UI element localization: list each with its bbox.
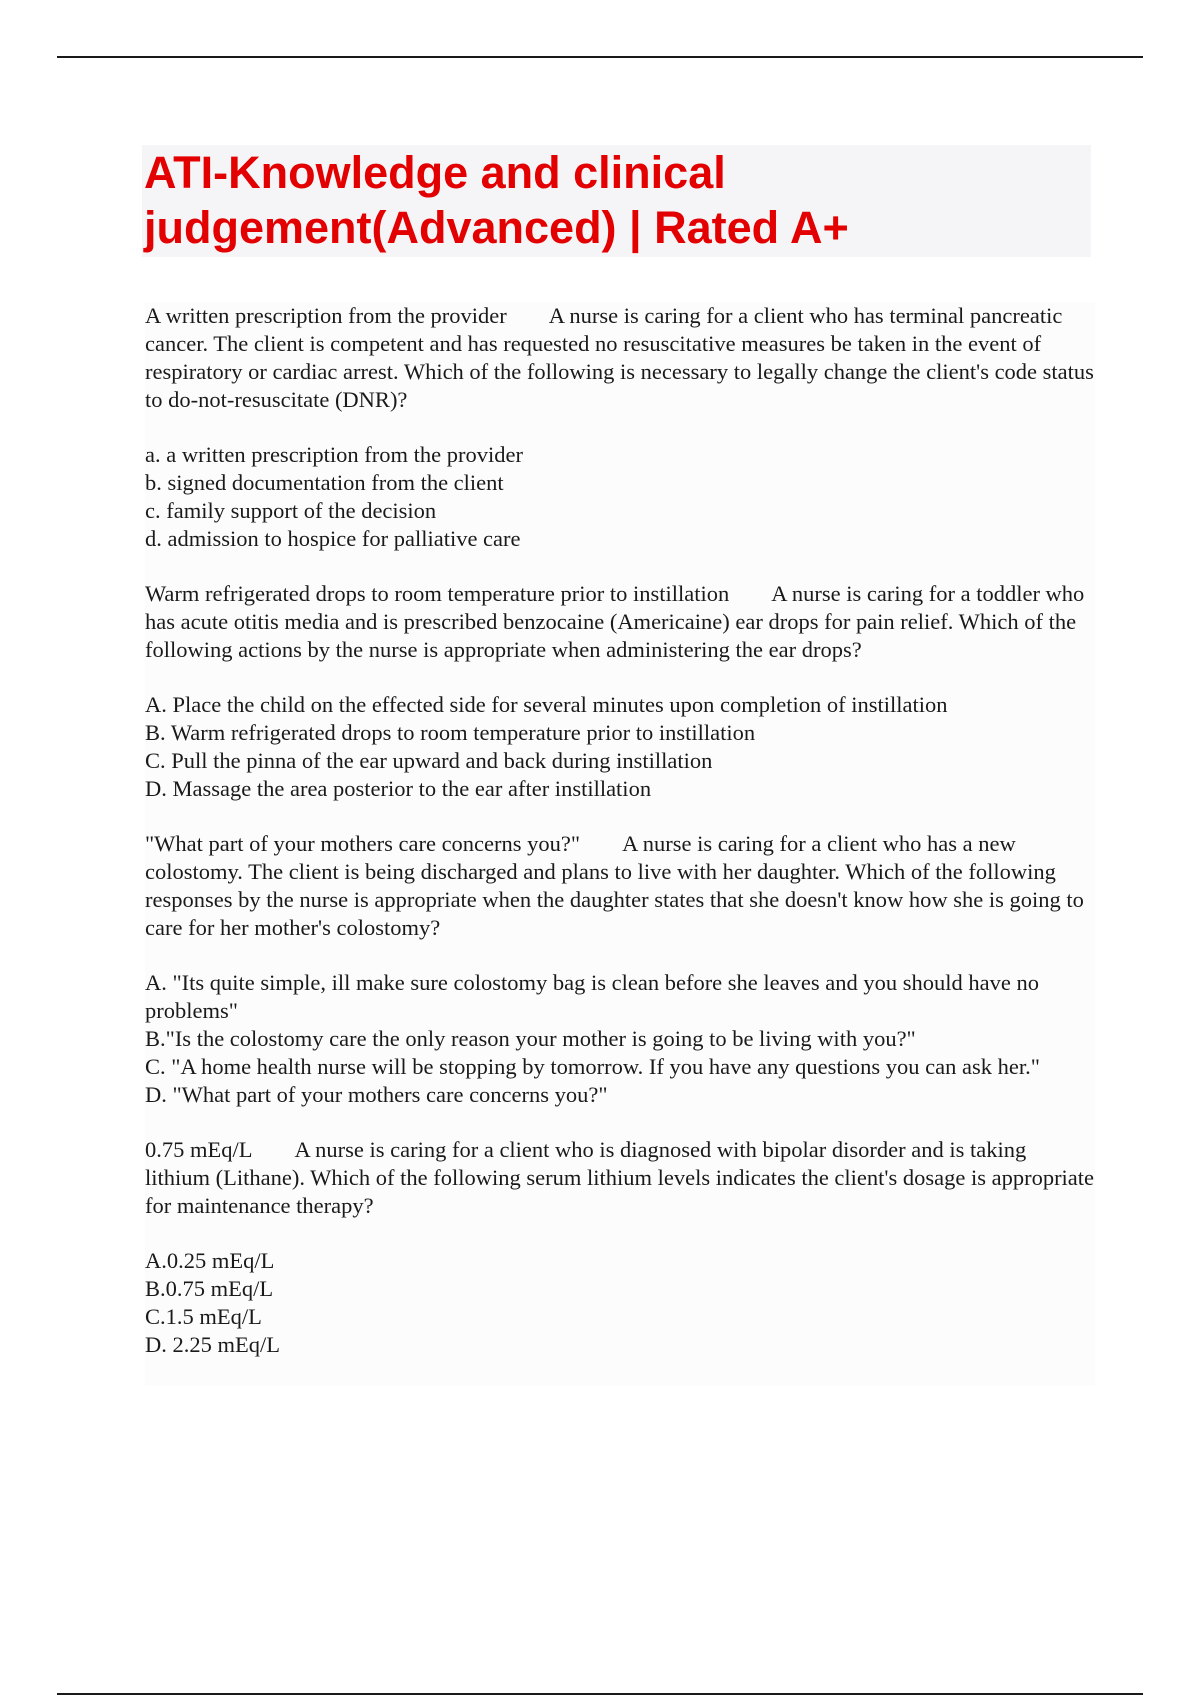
top-divider bbox=[57, 56, 1143, 58]
option-item: B.0.75 mEq/L bbox=[145, 1276, 274, 1301]
question-block bbox=[145, 302, 1095, 553]
answer-text: "What part of your mothers care concerns you?" bbox=[145, 831, 581, 856]
option-item: c. family support of the decision bbox=[145, 498, 437, 523]
option-item: D. Massage the area posterior to the ear after instillation bbox=[145, 776, 652, 801]
question-stem: A nurse is caring for a client who has terminal pancreatic cancer. The client is competent and has requested no resuscitative measures be taken in the event of respiratory or cardiac arrest. Which of the following is necessary to legally change the client's code status to do-not-resuscitate (DNR)? bbox=[145, 303, 1094, 412]
question-stem: A nurse is caring for a client who has a new colostomy. The client is being discharged and plans to live with her daughter. Which of the following responses by the nurse is appropriate when the daughter states that she doesn't know how she is going to care for her mother's colostomy? bbox=[145, 831, 1084, 940]
option-item: C. "A home health nurse will be stopping by tomorrow. If you have any questions you can ask her." bbox=[145, 1054, 1040, 1079]
question-text bbox=[145, 1136, 1095, 1220]
option-item: D. 2.25 mEq/L bbox=[145, 1332, 280, 1357]
option-item: b. signed documentation from the client bbox=[145, 470, 504, 495]
answer-text: A written prescription from the provider bbox=[145, 303, 507, 328]
option-list bbox=[145, 969, 1095, 1109]
option-item: d. admission to hospice for palliative care bbox=[145, 526, 521, 551]
answer-text: 0.75 mEq/L bbox=[145, 1137, 253, 1162]
option-item: A. "Its quite simple, ill make sure colostomy bag is clean before she leaves and you should have no problems" bbox=[145, 970, 1039, 1023]
option-list bbox=[145, 441, 1095, 553]
bottom-divider bbox=[57, 1693, 1143, 1695]
question-text bbox=[145, 302, 1095, 414]
question-block bbox=[145, 1136, 1095, 1359]
option-item: B. Warm refrigerated drops to room temperature prior to instillation bbox=[145, 720, 756, 745]
question-stem: A nurse is caring for a toddler who has acute otitis media and is prescribed benzocaine (Americaine) ear drops for pain relief. Which of the following actions by the nurse is appropriate when administering the ear drops? bbox=[145, 581, 1085, 662]
answer-text: Warm refrigerated drops to room temperature prior to instillation bbox=[145, 581, 730, 606]
option-item: a. a written prescription from the provider bbox=[145, 442, 523, 467]
option-list bbox=[145, 691, 1095, 803]
question-text bbox=[145, 830, 1095, 942]
question-block bbox=[145, 580, 1095, 803]
option-item: A. Place the child on the effected side for several minutes upon completion of instillation bbox=[145, 692, 948, 717]
option-item: A.0.25 mEq/L bbox=[145, 1248, 275, 1273]
title-banner bbox=[142, 145, 1091, 257]
question-stem: A nurse is caring for a client who is diagnosed with bipolar disorder and is taking lithium (Lithane). Which of the following serum lithium levels indicates the client's dosage is appropriate for maintenance therapy? bbox=[145, 1137, 1095, 1218]
option-item: C.1.5 mEq/L bbox=[145, 1304, 262, 1329]
question-text bbox=[145, 580, 1095, 664]
option-item: D. "What part of your mothers care concerns you?" bbox=[145, 1082, 608, 1107]
option-list bbox=[145, 1247, 1095, 1359]
option-item: C. Pull the pinna of the ear upward and back during instillation bbox=[145, 748, 713, 773]
document-title: ATI-Knowledge and clinical judgement(Advanced) | Rated A+ bbox=[144, 147, 849, 253]
question-block bbox=[145, 830, 1095, 1109]
option-item: B."Is the colostomy care the only reason your mother is going to be living with you?" bbox=[145, 1026, 916, 1051]
question-list bbox=[145, 302, 1095, 1386]
